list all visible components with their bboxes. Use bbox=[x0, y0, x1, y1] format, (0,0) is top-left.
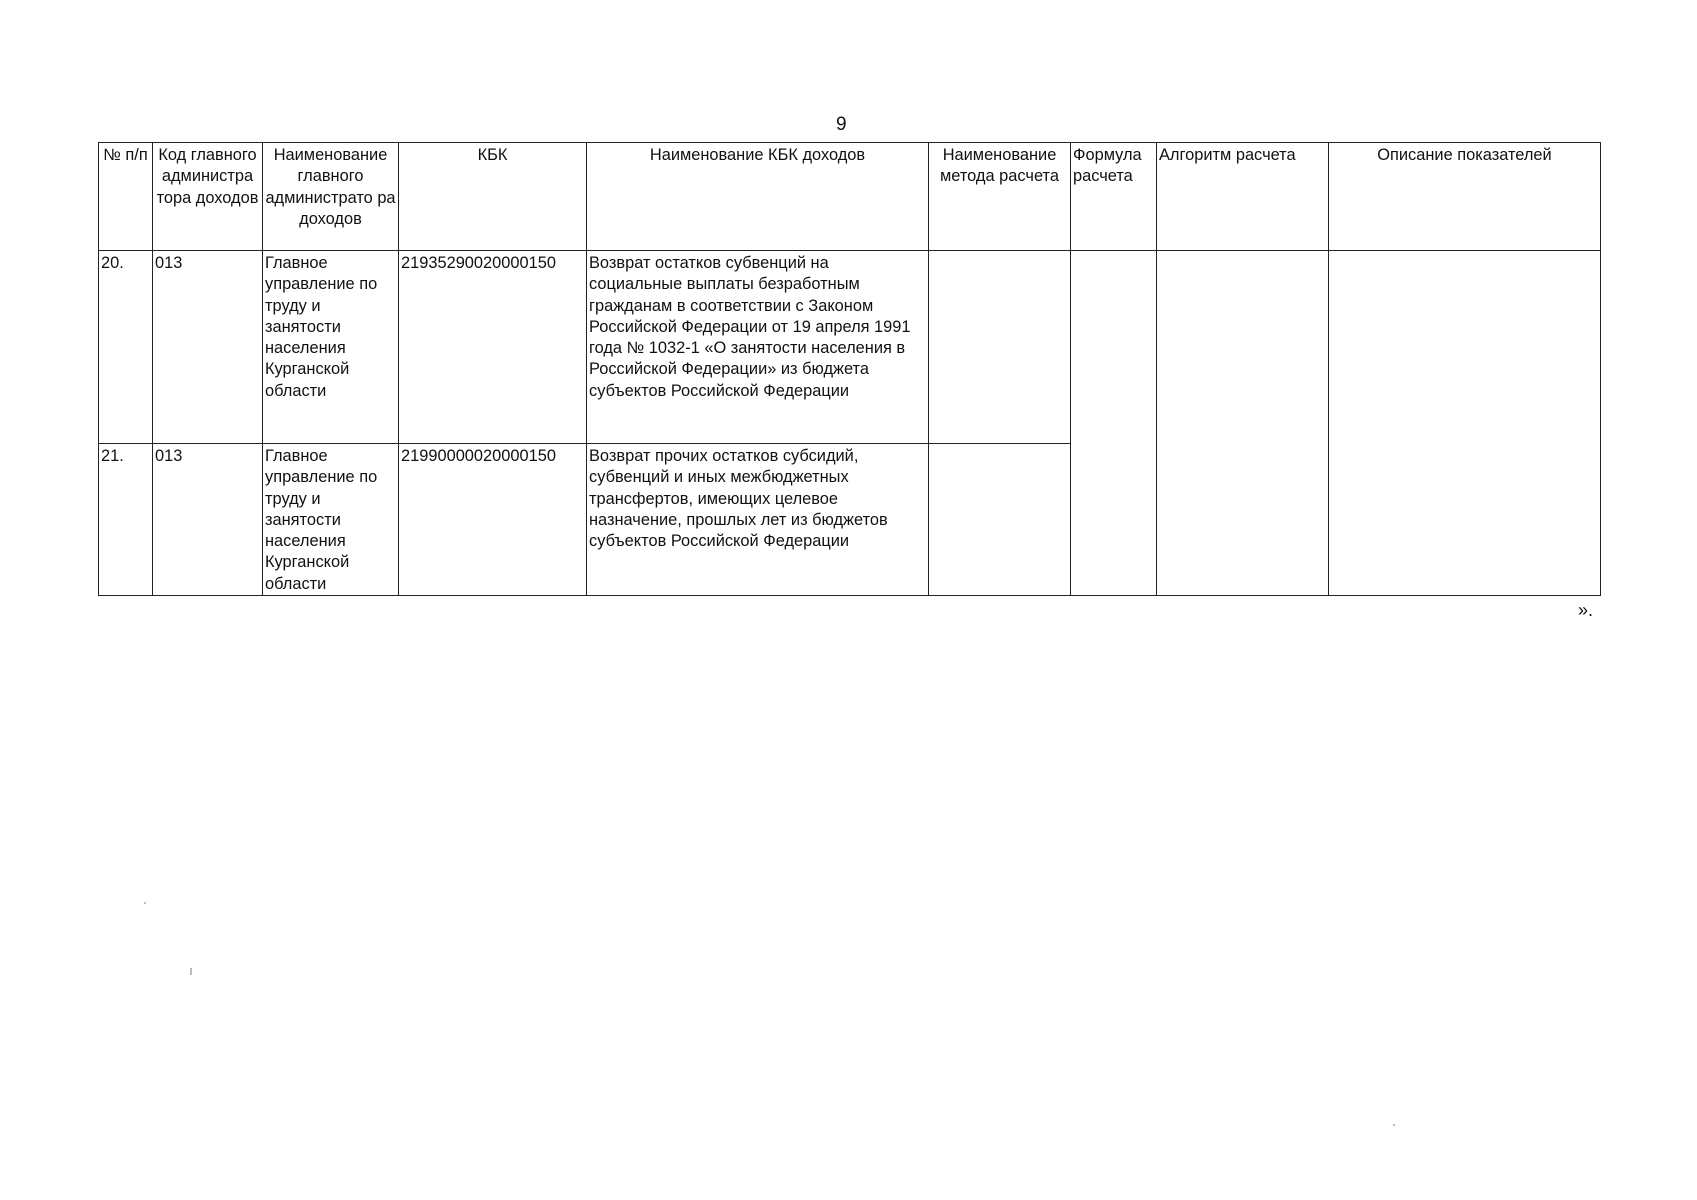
scan-speck bbox=[144, 902, 146, 904]
header-method-name: Наименование метода расчета bbox=[929, 143, 1071, 251]
cell-admin-name: Главное управление по труду и занятости населения Курганской области bbox=[263, 251, 399, 444]
closing-quote-mark: ». bbox=[1578, 600, 1594, 620]
cell-kbk: 21990000020000150 bbox=[399, 444, 587, 596]
cell-formula bbox=[1071, 251, 1157, 596]
header-number: № п/п bbox=[99, 143, 153, 251]
cell-kbk: 21935290020000150 bbox=[399, 251, 587, 444]
header-kbk-name: Наименование КБК доходов bbox=[587, 143, 929, 251]
header-kbk: КБК bbox=[399, 143, 587, 251]
income-methods-table bbox=[98, 142, 1601, 596]
cell-admin-name: Главное управление по труду и занятости населения Курганской области bbox=[263, 444, 399, 596]
cell-admin-code: 013 bbox=[153, 251, 263, 444]
header-algorithm: Алгоритм расчета bbox=[1157, 143, 1329, 251]
scan-speck bbox=[190, 968, 192, 975]
cell-kbk-name: Возврат остатков субвенций на социальные выплаты безработным гражданам в соответствии с Законом Российской Федерации от 19 апреля 1991 года № 1032-1 «О занятости населения в Российской Федерации» из бюджета субъектов Российской Федерации bbox=[587, 251, 929, 444]
cell-method-name bbox=[929, 251, 1071, 444]
cell-method-name bbox=[929, 444, 1071, 596]
table-row bbox=[99, 251, 1601, 444]
header-formula: Формула расчета bbox=[1071, 143, 1157, 251]
scan-speck bbox=[1393, 1124, 1395, 1126]
header-admin-name: Наименование главного администрато ра доходов bbox=[263, 143, 399, 251]
cell-description bbox=[1329, 251, 1601, 596]
cell-number: 20. bbox=[99, 251, 153, 444]
cell-admin-code: 013 bbox=[153, 444, 263, 596]
cell-number: 21. bbox=[99, 444, 153, 596]
page-number: 9 bbox=[836, 114, 847, 135]
cell-algorithm bbox=[1157, 251, 1329, 596]
header-admin-code: Код главного администра тора доходов bbox=[153, 143, 263, 251]
table-header-row bbox=[99, 143, 1601, 251]
header-description: Описание показателей bbox=[1329, 143, 1601, 251]
cell-kbk-name: Возврат прочих остатков субсидий, субвенций и иных межбюджетных трансфертов, имеющих целевое назначение, прошлых лет из бюджетов субъектов Российской Федерации bbox=[587, 444, 929, 596]
